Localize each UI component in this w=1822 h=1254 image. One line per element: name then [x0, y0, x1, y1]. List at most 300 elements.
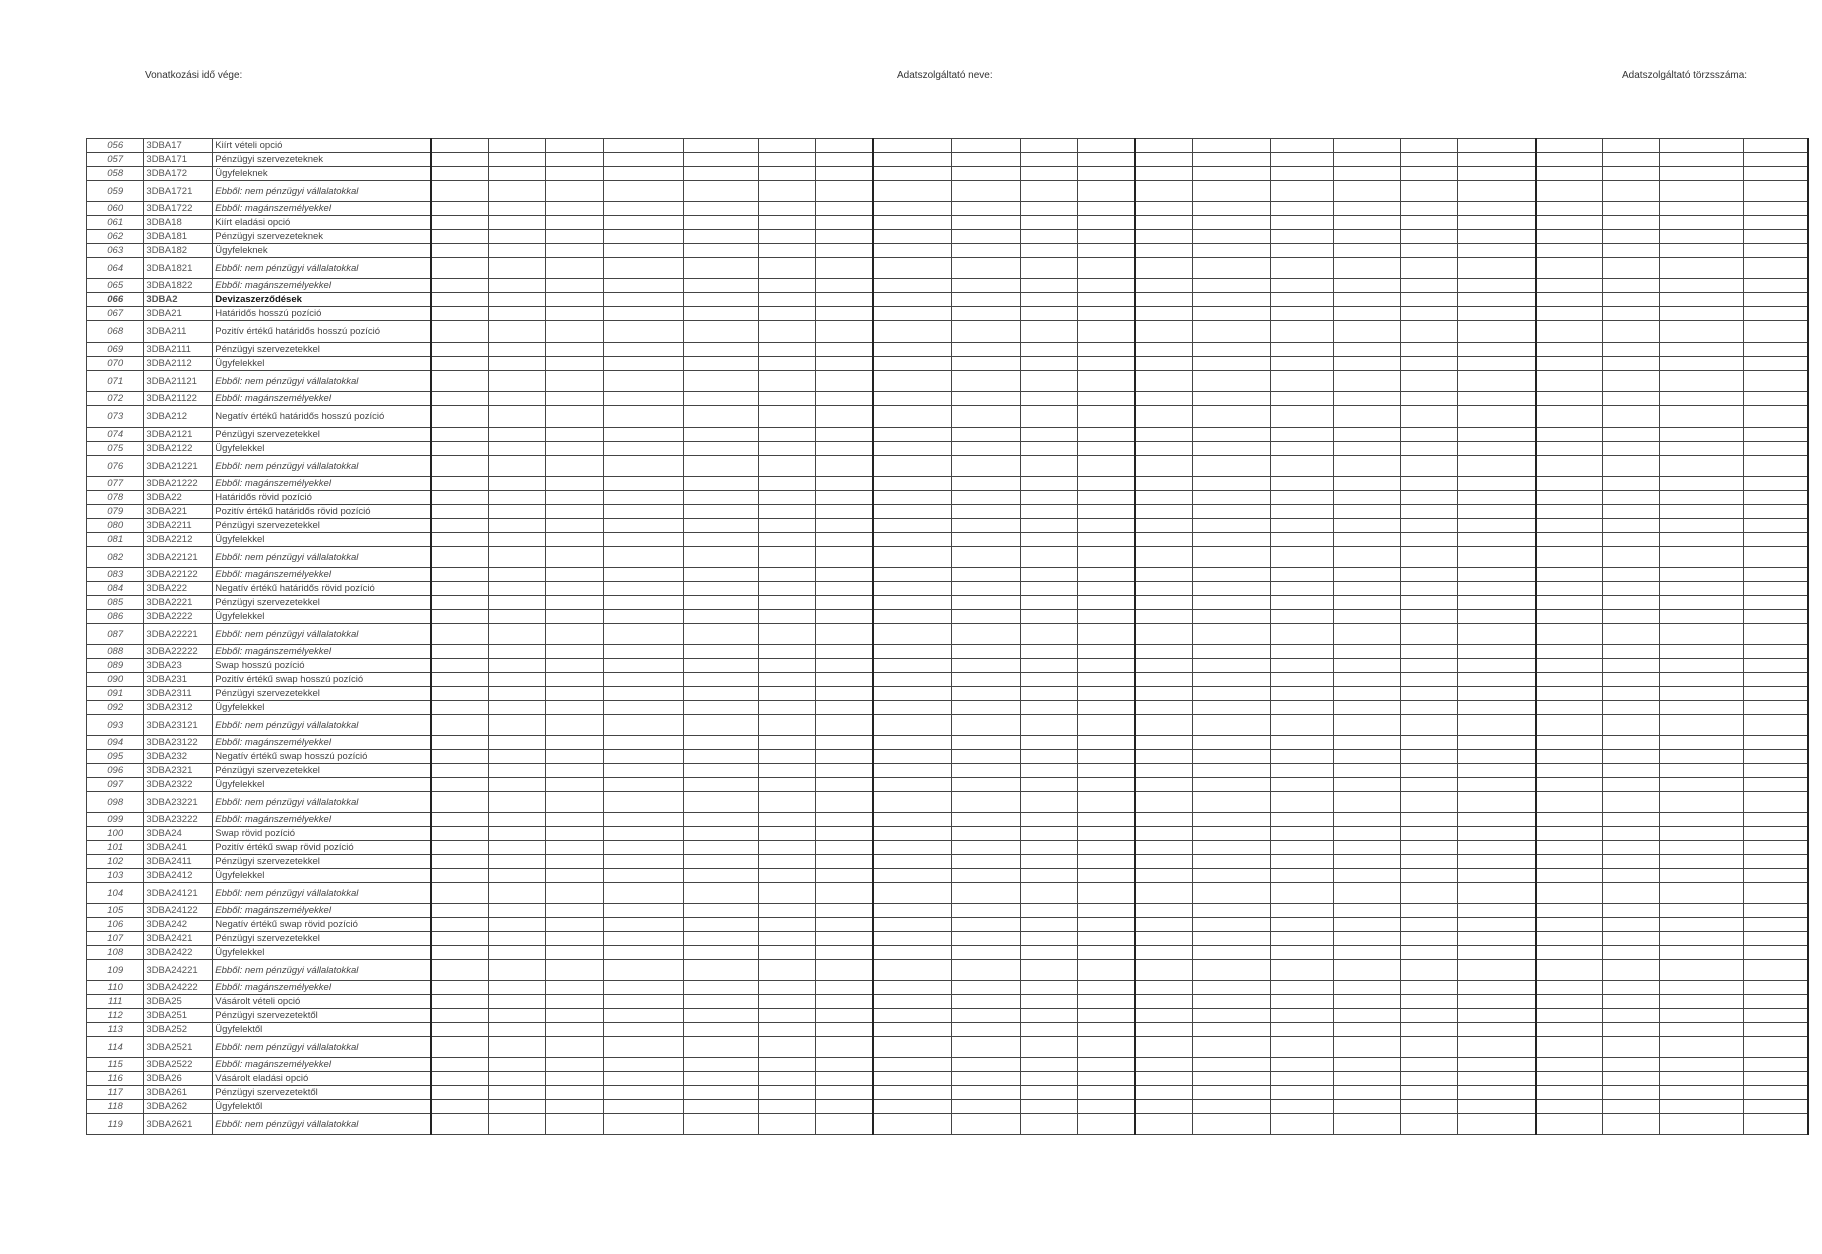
value-cell[interactable]	[758, 750, 815, 764]
value-cell[interactable]	[1743, 216, 1808, 230]
value-cell[interactable]	[1333, 645, 1400, 659]
value-cell[interactable]	[1077, 827, 1134, 841]
value-cell[interactable]	[758, 307, 815, 321]
value-cell[interactable]	[1743, 687, 1808, 701]
value-cell[interactable]	[1457, 869, 1535, 883]
value-cell[interactable]	[1743, 357, 1808, 371]
value-cell[interactable]	[1270, 813, 1333, 827]
value-cell[interactable]	[1333, 258, 1400, 279]
value-cell[interactable]	[546, 568, 603, 582]
value-cell[interactable]	[1536, 827, 1603, 841]
value-cell[interactable]	[1333, 307, 1400, 321]
value-cell[interactable]	[758, 582, 815, 596]
value-cell[interactable]	[951, 736, 1020, 750]
value-cell[interactable]	[1457, 904, 1535, 918]
value-cell[interactable]	[1333, 659, 1400, 673]
value-cell[interactable]	[546, 428, 603, 442]
value-cell[interactable]	[1020, 343, 1077, 357]
value-cell[interactable]	[1020, 230, 1077, 244]
value-cell[interactable]	[1020, 547, 1077, 568]
value-cell[interactable]	[684, 371, 759, 392]
value-cell[interactable]	[1270, 1058, 1333, 1072]
value-cell[interactable]	[873, 442, 951, 456]
value-cell[interactable]	[1192, 1100, 1270, 1114]
value-cell[interactable]	[1077, 307, 1134, 321]
value-cell[interactable]	[1270, 216, 1333, 230]
value-cell[interactable]	[431, 736, 488, 750]
value-cell[interactable]	[1270, 687, 1333, 701]
value-cell[interactable]	[816, 904, 873, 918]
value-cell[interactable]	[1457, 855, 1535, 869]
value-cell[interactable]	[1270, 673, 1333, 687]
value-cell[interactable]	[758, 624, 815, 645]
value-cell[interactable]	[546, 153, 603, 167]
value-cell[interactable]	[1743, 392, 1808, 406]
value-cell[interactable]	[1020, 1009, 1077, 1023]
value-cell[interactable]	[1135, 307, 1192, 321]
value-cell[interactable]	[1192, 519, 1270, 533]
value-cell[interactable]	[1457, 932, 1535, 946]
value-cell[interactable]	[1077, 750, 1134, 764]
value-cell[interactable]	[1743, 645, 1808, 659]
value-cell[interactable]	[1536, 645, 1603, 659]
value-cell[interactable]	[873, 547, 951, 568]
value-cell[interactable]	[873, 778, 951, 792]
value-cell[interactable]	[1135, 547, 1192, 568]
value-cell[interactable]	[873, 357, 951, 371]
value-cell[interactable]	[1602, 568, 1659, 582]
value-cell[interactable]	[1400, 1086, 1457, 1100]
value-cell[interactable]	[1400, 477, 1457, 491]
value-cell[interactable]	[816, 582, 873, 596]
value-cell[interactable]	[1400, 1009, 1457, 1023]
value-cell[interactable]	[1536, 293, 1603, 307]
value-cell[interactable]	[1400, 392, 1457, 406]
value-cell[interactable]	[1743, 932, 1808, 946]
value-cell[interactable]	[873, 624, 951, 645]
value-cell[interactable]	[1457, 624, 1535, 645]
value-cell[interactable]	[1536, 428, 1603, 442]
value-cell[interactable]	[1270, 736, 1333, 750]
value-cell[interactable]	[1077, 1037, 1134, 1058]
value-cell[interactable]	[816, 981, 873, 995]
value-cell[interactable]	[603, 442, 683, 456]
value-cell[interactable]	[1020, 533, 1077, 547]
value-cell[interactable]	[546, 960, 603, 981]
value-cell[interactable]	[1457, 1086, 1535, 1100]
value-cell[interactable]	[1457, 307, 1535, 321]
value-cell[interactable]	[1020, 792, 1077, 813]
value-cell[interactable]	[1602, 659, 1659, 673]
value-cell[interactable]	[488, 519, 545, 533]
value-cell[interactable]	[684, 946, 759, 960]
value-cell[interactable]	[684, 357, 759, 371]
value-cell[interactable]	[1400, 406, 1457, 428]
value-cell[interactable]	[1602, 293, 1659, 307]
value-cell[interactable]	[603, 1072, 683, 1086]
value-cell[interactable]	[1270, 202, 1333, 216]
value-cell[interactable]	[1743, 1086, 1808, 1100]
value-cell[interactable]	[1020, 932, 1077, 946]
value-cell[interactable]	[546, 1100, 603, 1114]
value-cell[interactable]	[603, 371, 683, 392]
value-cell[interactable]	[951, 293, 1020, 307]
value-cell[interactable]	[1077, 258, 1134, 279]
value-cell[interactable]	[1536, 1058, 1603, 1072]
value-cell[interactable]	[1660, 428, 1744, 442]
value-cell[interactable]	[1602, 736, 1659, 750]
value-cell[interactable]	[1536, 505, 1603, 519]
value-cell[interactable]	[431, 307, 488, 321]
value-cell[interactable]	[816, 202, 873, 216]
value-cell[interactable]	[1743, 1037, 1808, 1058]
value-cell[interactable]	[1270, 1009, 1333, 1023]
value-cell[interactable]	[1077, 371, 1134, 392]
value-cell[interactable]	[1400, 216, 1457, 230]
value-cell[interactable]	[951, 841, 1020, 855]
value-cell[interactable]	[1270, 1086, 1333, 1100]
value-cell[interactable]	[603, 960, 683, 981]
value-cell[interactable]	[1192, 764, 1270, 778]
value-cell[interactable]	[951, 202, 1020, 216]
value-cell[interactable]	[1192, 442, 1270, 456]
value-cell[interactable]	[951, 1072, 1020, 1086]
value-cell[interactable]	[546, 1086, 603, 1100]
value-cell[interactable]	[603, 244, 683, 258]
value-cell[interactable]	[1270, 456, 1333, 477]
value-cell[interactable]	[1602, 1072, 1659, 1086]
value-cell[interactable]	[1077, 946, 1134, 960]
value-cell[interactable]	[1536, 1037, 1603, 1058]
value-cell[interactable]	[1077, 792, 1134, 813]
value-cell[interactable]	[1457, 491, 1535, 505]
value-cell[interactable]	[1457, 764, 1535, 778]
value-cell[interactable]	[1602, 456, 1659, 477]
value-cell[interactable]	[1077, 279, 1134, 293]
value-cell[interactable]	[816, 659, 873, 673]
value-cell[interactable]	[1135, 216, 1192, 230]
value-cell[interactable]	[1135, 1086, 1192, 1100]
value-cell[interactable]	[1333, 442, 1400, 456]
value-cell[interactable]	[1333, 701, 1400, 715]
value-cell[interactable]	[1660, 406, 1744, 428]
value-cell[interactable]	[603, 230, 683, 244]
value-cell[interactable]	[546, 1037, 603, 1058]
value-cell[interactable]	[1135, 181, 1192, 202]
value-cell[interactable]	[1270, 547, 1333, 568]
value-cell[interactable]	[1077, 981, 1134, 995]
value-cell[interactable]	[1660, 813, 1744, 827]
value-cell[interactable]	[488, 610, 545, 624]
value-cell[interactable]	[603, 1058, 683, 1072]
value-cell[interactable]	[1192, 406, 1270, 428]
value-cell[interactable]	[1270, 764, 1333, 778]
value-cell[interactable]	[758, 371, 815, 392]
value-cell[interactable]	[1192, 428, 1270, 442]
value-cell[interactable]	[1457, 258, 1535, 279]
value-cell[interactable]	[1660, 1058, 1744, 1072]
value-cell[interactable]	[1457, 827, 1535, 841]
value-cell[interactable]	[603, 456, 683, 477]
value-cell[interactable]	[1660, 230, 1744, 244]
value-cell[interactable]	[1020, 659, 1077, 673]
value-cell[interactable]	[1457, 568, 1535, 582]
value-cell[interactable]	[1602, 1086, 1659, 1100]
value-cell[interactable]	[1660, 519, 1744, 533]
value-cell[interactable]	[1400, 995, 1457, 1009]
value-cell[interactable]	[951, 869, 1020, 883]
value-cell[interactable]	[1743, 855, 1808, 869]
value-cell[interactable]	[431, 659, 488, 673]
value-cell[interactable]	[873, 456, 951, 477]
value-cell[interactable]	[1457, 202, 1535, 216]
value-cell[interactable]	[603, 1009, 683, 1023]
value-cell[interactable]	[603, 321, 683, 343]
value-cell[interactable]	[1333, 715, 1400, 736]
value-cell[interactable]	[1333, 139, 1400, 153]
value-cell[interactable]	[1400, 687, 1457, 701]
value-cell[interactable]	[684, 659, 759, 673]
value-cell[interactable]	[951, 428, 1020, 442]
value-cell[interactable]	[684, 1037, 759, 1058]
value-cell[interactable]	[488, 216, 545, 230]
value-cell[interactable]	[1270, 904, 1333, 918]
value-cell[interactable]	[1333, 869, 1400, 883]
value-cell[interactable]	[1020, 1058, 1077, 1072]
value-cell[interactable]	[873, 1114, 951, 1135]
value-cell[interactable]	[431, 813, 488, 827]
value-cell[interactable]	[951, 1023, 1020, 1037]
value-cell[interactable]	[431, 258, 488, 279]
value-cell[interactable]	[546, 687, 603, 701]
value-cell[interactable]	[951, 904, 1020, 918]
value-cell[interactable]	[1077, 153, 1134, 167]
value-cell[interactable]	[1192, 167, 1270, 181]
value-cell[interactable]	[1536, 736, 1603, 750]
value-cell[interactable]	[1135, 244, 1192, 258]
value-cell[interactable]	[816, 1100, 873, 1114]
value-cell[interactable]	[1077, 343, 1134, 357]
value-cell[interactable]	[951, 230, 1020, 244]
value-cell[interactable]	[1400, 279, 1457, 293]
value-cell[interactable]	[1400, 827, 1457, 841]
value-cell[interactable]	[816, 477, 873, 491]
value-cell[interactable]	[603, 568, 683, 582]
value-cell[interactable]	[951, 505, 1020, 519]
value-cell[interactable]	[1270, 153, 1333, 167]
value-cell[interactable]	[1020, 624, 1077, 645]
value-cell[interactable]	[488, 855, 545, 869]
value-cell[interactable]	[1192, 659, 1270, 673]
value-cell[interactable]	[1536, 946, 1603, 960]
value-cell[interactable]	[873, 610, 951, 624]
value-cell[interactable]	[603, 855, 683, 869]
value-cell[interactable]	[758, 932, 815, 946]
value-cell[interactable]	[1400, 1023, 1457, 1037]
value-cell[interactable]	[603, 813, 683, 827]
value-cell[interactable]	[603, 687, 683, 701]
value-cell[interactable]	[1536, 202, 1603, 216]
value-cell[interactable]	[1743, 582, 1808, 596]
value-cell[interactable]	[603, 392, 683, 406]
value-cell[interactable]	[1020, 960, 1077, 981]
value-cell[interactable]	[816, 1037, 873, 1058]
value-cell[interactable]	[1400, 750, 1457, 764]
value-cell[interactable]	[1743, 568, 1808, 582]
value-cell[interactable]	[873, 960, 951, 981]
value-cell[interactable]	[1135, 582, 1192, 596]
value-cell[interactable]	[1020, 764, 1077, 778]
value-cell[interactable]	[684, 477, 759, 491]
value-cell[interactable]	[1602, 491, 1659, 505]
value-cell[interactable]	[1660, 1114, 1744, 1135]
value-cell[interactable]	[1602, 321, 1659, 343]
value-cell[interactable]	[1333, 343, 1400, 357]
value-cell[interactable]	[1457, 456, 1535, 477]
value-cell[interactable]	[1536, 139, 1603, 153]
value-cell[interactable]	[1020, 202, 1077, 216]
value-cell[interactable]	[951, 827, 1020, 841]
value-cell[interactable]	[1660, 764, 1744, 778]
value-cell[interactable]	[1743, 321, 1808, 343]
value-cell[interactable]	[1270, 624, 1333, 645]
value-cell[interactable]	[546, 477, 603, 491]
value-cell[interactable]	[1020, 1086, 1077, 1100]
value-cell[interactable]	[1602, 1023, 1659, 1037]
value-cell[interactable]	[1660, 293, 1744, 307]
value-cell[interactable]	[603, 519, 683, 533]
value-cell[interactable]	[1192, 230, 1270, 244]
value-cell[interactable]	[1270, 1072, 1333, 1086]
value-cell[interactable]	[951, 687, 1020, 701]
value-cell[interactable]	[951, 279, 1020, 293]
value-cell[interactable]	[1270, 343, 1333, 357]
value-cell[interactable]	[488, 1023, 545, 1037]
value-cell[interactable]	[488, 568, 545, 582]
value-cell[interactable]	[1602, 596, 1659, 610]
value-cell[interactable]	[546, 932, 603, 946]
value-cell[interactable]	[1536, 244, 1603, 258]
value-cell[interactable]	[431, 687, 488, 701]
value-cell[interactable]	[873, 371, 951, 392]
value-cell[interactable]	[1743, 533, 1808, 547]
value-cell[interactable]	[431, 491, 488, 505]
value-cell[interactable]	[816, 216, 873, 230]
value-cell[interactable]	[816, 533, 873, 547]
value-cell[interactable]	[546, 855, 603, 869]
value-cell[interactable]	[546, 883, 603, 904]
value-cell[interactable]	[488, 764, 545, 778]
value-cell[interactable]	[1077, 392, 1134, 406]
value-cell[interactable]	[1536, 392, 1603, 406]
value-cell[interactable]	[873, 813, 951, 827]
value-cell[interactable]	[488, 659, 545, 673]
value-cell[interactable]	[1077, 491, 1134, 505]
value-cell[interactable]	[1135, 371, 1192, 392]
value-cell[interactable]	[951, 477, 1020, 491]
value-cell[interactable]	[1135, 293, 1192, 307]
value-cell[interactable]	[1457, 139, 1535, 153]
value-cell[interactable]	[546, 406, 603, 428]
value-cell[interactable]	[1077, 519, 1134, 533]
value-cell[interactable]	[873, 981, 951, 995]
value-cell[interactable]	[488, 596, 545, 610]
value-cell[interactable]	[546, 841, 603, 855]
value-cell[interactable]	[1457, 645, 1535, 659]
value-cell[interactable]	[1536, 216, 1603, 230]
value-cell[interactable]	[1270, 715, 1333, 736]
value-cell[interactable]	[951, 1037, 1020, 1058]
value-cell[interactable]	[1192, 1058, 1270, 1072]
value-cell[interactable]	[1602, 533, 1659, 547]
value-cell[interactable]	[1192, 582, 1270, 596]
value-cell[interactable]	[684, 1086, 759, 1100]
value-cell[interactable]	[1457, 477, 1535, 491]
value-cell[interactable]	[603, 596, 683, 610]
value-cell[interactable]	[951, 1009, 1020, 1023]
value-cell[interactable]	[431, 519, 488, 533]
value-cell[interactable]	[873, 1037, 951, 1058]
value-cell[interactable]	[684, 750, 759, 764]
value-cell[interactable]	[1602, 1100, 1659, 1114]
value-cell[interactable]	[1743, 1114, 1808, 1135]
value-cell[interactable]	[1400, 1058, 1457, 1072]
value-cell[interactable]	[1020, 456, 1077, 477]
value-cell[interactable]	[684, 1058, 759, 1072]
value-cell[interactable]	[1602, 673, 1659, 687]
value-cell[interactable]	[1020, 258, 1077, 279]
value-cell[interactable]	[1135, 1023, 1192, 1037]
value-cell[interactable]	[1077, 659, 1134, 673]
value-cell[interactable]	[1536, 582, 1603, 596]
value-cell[interactable]	[873, 216, 951, 230]
value-cell[interactable]	[758, 1058, 815, 1072]
value-cell[interactable]	[1536, 357, 1603, 371]
value-cell[interactable]	[816, 568, 873, 582]
value-cell[interactable]	[1536, 701, 1603, 715]
value-cell[interactable]	[1135, 428, 1192, 442]
value-cell[interactable]	[1077, 357, 1134, 371]
value-cell[interactable]	[1660, 547, 1744, 568]
value-cell[interactable]	[1135, 1058, 1192, 1072]
value-cell[interactable]	[1270, 841, 1333, 855]
value-cell[interactable]	[873, 519, 951, 533]
value-cell[interactable]	[873, 1100, 951, 1114]
value-cell[interactable]	[1333, 181, 1400, 202]
value-cell[interactable]	[1077, 960, 1134, 981]
value-cell[interactable]	[1400, 321, 1457, 343]
value-cell[interactable]	[1020, 279, 1077, 293]
value-cell[interactable]	[488, 202, 545, 216]
value-cell[interactable]	[431, 568, 488, 582]
value-cell[interactable]	[684, 715, 759, 736]
value-cell[interactable]	[546, 869, 603, 883]
value-cell[interactable]	[1660, 610, 1744, 624]
value-cell[interactable]	[684, 764, 759, 778]
value-cell[interactable]	[1743, 715, 1808, 736]
value-cell[interactable]	[1135, 932, 1192, 946]
value-cell[interactable]	[758, 610, 815, 624]
value-cell[interactable]	[1400, 428, 1457, 442]
value-cell[interactable]	[951, 981, 1020, 995]
value-cell[interactable]	[1135, 279, 1192, 293]
value-cell[interactable]	[1602, 167, 1659, 181]
value-cell[interactable]	[1192, 216, 1270, 230]
value-cell[interactable]	[1400, 181, 1457, 202]
value-cell[interactable]	[1602, 1058, 1659, 1072]
value-cell[interactable]	[1077, 568, 1134, 582]
value-cell[interactable]	[1660, 456, 1744, 477]
